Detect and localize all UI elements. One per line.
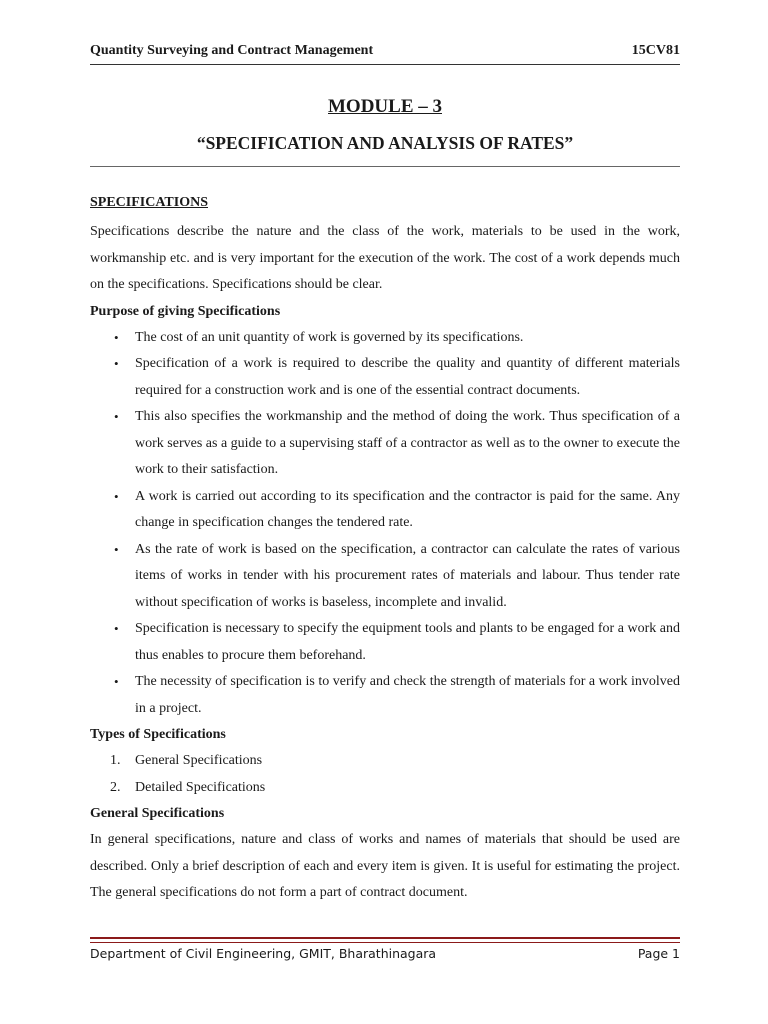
list-item-text: Specification is necessary to specify the equipment tools and plants to be engaged for a work and thus enables to procure them beforehand.: [135, 621, 680, 663]
list-item: [90, 404, 680, 484]
list-item: [90, 351, 680, 404]
types-heading: Types of Specifications: [90, 727, 226, 742]
list-item-text: Detailed Specifications: [135, 779, 266, 795]
types-list: [90, 748, 680, 801]
page-header: [90, 43, 680, 59]
list-item-text: This also specifies the workmanship and the method of doing the work. Thus specification of a work serves as a guide to a supervising staff of a contractor as well as to the owner to execute the work to their satisfaction.: [135, 409, 680, 477]
list-item: [90, 775, 680, 802]
list-item: [90, 325, 680, 352]
list-item-text: General Specifications: [135, 753, 263, 768]
specifications-intro: Specifications describe the nature and the class of the work, materials to be used in the work, workmanship etc. and is very important for the execution of the work. The cost of a work depends much on the specifications. Specifications should be clear.: [90, 224, 680, 292]
footer-divider-thin: [90, 942, 680, 943]
bullet-icon: •: [114, 409, 119, 424]
list-item: [90, 537, 680, 617]
footer-department: Department of Civil Engineering, GMIT, Bharathinagara: [90, 946, 437, 961]
bullet-icon: •: [114, 674, 119, 689]
document-page: [90, 0, 680, 1024]
bullet-icon: •: [114, 541, 119, 557]
header-course-title: Quantity Surveying and Contract Management: [90, 43, 374, 58]
bullet-icon: •: [114, 329, 119, 345]
list-item: [90, 748, 680, 775]
list-item-text: A work is carried out according to its specification and the contractor is paid for the same. Any change in specification changes the tendered rate.: [135, 488, 680, 530]
general-specifications-heading: General Specifications: [90, 806, 225, 821]
header-divider: [90, 64, 680, 65]
list-item-number: 1.: [110, 753, 121, 768]
list-item-text: The necessity of specification is to verify and check the strength of materials for a work involved in a project.: [135, 674, 680, 716]
footer-page-number: Page 1: [637, 946, 680, 961]
bullet-icon: •: [114, 488, 119, 504]
general-specifications-text: In general specifications, nature and class of works and names of materials that should be used are described. Only a brief description of each and every item is given. It is useful for estimating the project. The general specifications do not form a part of contract document.: [90, 832, 680, 900]
title-divider: [90, 166, 680, 167]
list-item-text: Specification of a work is required to describe the quality and quantity of different materials required for a construction work and is one of the essential contract documents.: [135, 356, 680, 398]
header-course-code: 15CV81: [631, 43, 680, 58]
list-item-number: 2.: [110, 779, 121, 795]
bullet-icon: •: [114, 356, 119, 371]
document-title: “SPECIFICATION AND ANALYSIS OF RATES”: [196, 133, 574, 153]
document-body: [90, 193, 680, 907]
page-footer: [90, 946, 680, 961]
module-title: MODULE – 3: [328, 96, 442, 117]
list-item: [90, 669, 680, 722]
list-item-text: The cost of an unit quantity of work is governed by its specifications.: [135, 329, 524, 345]
bullet-icon: •: [114, 621, 119, 636]
list-item-text: As the rate of work is based on the specification, a contractor can calculate the rates of various items of works in tender with his procurement rates of materials and labour. Thus tender rate without specification of works is baseless, incomplete and invalid.: [135, 541, 680, 610]
list-item: [90, 484, 680, 537]
footer-divider-thick: [90, 937, 680, 939]
section-heading-specifications: SPECIFICATIONS: [90, 195, 208, 210]
purpose-heading: Purpose of giving Specifications: [90, 303, 281, 319]
list-item: [90, 616, 680, 669]
purpose-list: [90, 325, 680, 723]
